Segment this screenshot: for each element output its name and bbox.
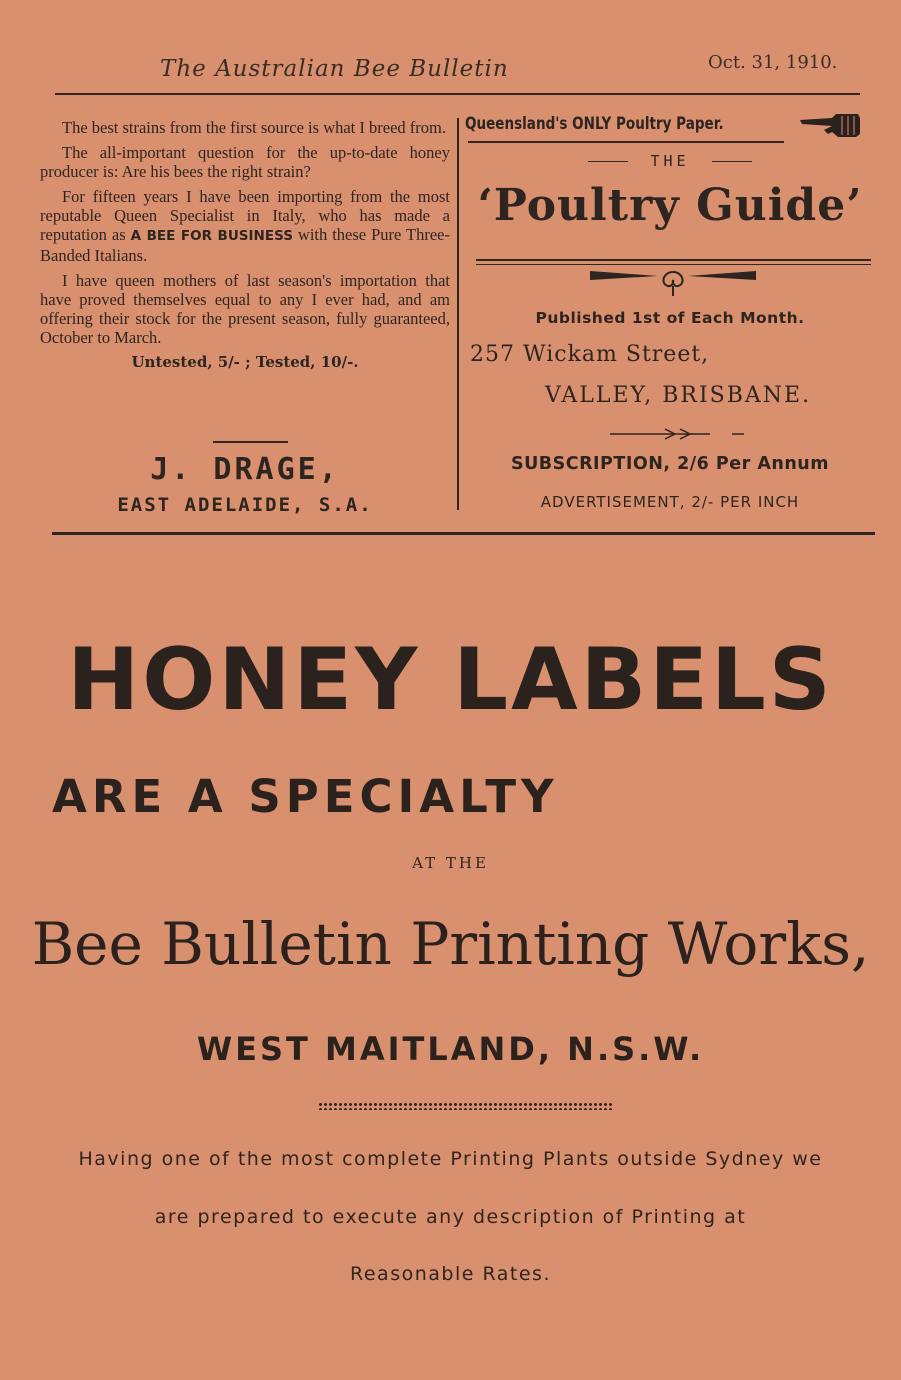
the-rule-right (712, 161, 752, 162)
header-rule (55, 93, 860, 95)
journal-title: The Australian Bee Bulletin (160, 56, 509, 82)
advertisement-rate: ADVERTISEMENT, 2/- PER INCH (540, 493, 800, 511)
body-line-3: Reasonable Rates. (350, 1263, 551, 1285)
ad-text: For fifteen years I have been importing from the most reputable Queen Specialist in Italy, who has made a reputation as (40, 187, 450, 244)
at-the-text: AT THE (412, 854, 489, 872)
body-line-2: are prepared to execute any description of Printing at (154, 1206, 747, 1228)
short-divider (213, 441, 288, 443)
street-address: 257 Wickam Street, (470, 342, 710, 367)
masthead-the: THE (650, 152, 690, 170)
column-divider (457, 118, 459, 510)
dotted-ornament-icon (318, 1102, 613, 1110)
publication-schedule: Published 1st of Each Month. (535, 309, 805, 327)
city-address: VALLEY, BRISBANE. (545, 383, 812, 408)
honey-labels-headline: HONEY LABELS (67, 630, 834, 730)
printing-works-location: WEST MAITLAND, N.S.W. (196, 1030, 705, 1068)
queen-prices: Untested, 5/- ; Tested, 10/-. (131, 353, 359, 371)
specialty-subhead: ARE A SPECIALTY (52, 770, 559, 823)
tagline-underline (468, 141, 784, 143)
subscription-rate: SUBSCRIPTION, 2/6 Per Annum (510, 454, 830, 474)
title-double-rule (476, 264, 871, 265)
poultry-guide-title: ‘Poultry Guide’ (477, 180, 863, 231)
ornament-icon (588, 268, 758, 302)
printing-works-name: Bee Bulletin Printing Works, (31, 910, 870, 978)
ad-paragraph: I have queen mothers of last season's importation that have proved themselves equal to any I ever had, and am offering their stock for the present season, fully guaranteed, October to March. (40, 271, 450, 347)
ad-text: with these Pure Three-Banded Italians. (40, 225, 451, 265)
issue-date: Oct. 31, 1910. (708, 52, 838, 73)
divider-ornament-icon (610, 426, 750, 445)
section-rule (52, 532, 875, 535)
body-line-1: Having one of the most complete Printing Plants outside Sydney we (78, 1148, 823, 1170)
ad-paragraph (40, 187, 450, 265)
poultry-tagline: Queensland's ONLY Poultry Paper. (465, 114, 724, 133)
drage-advertisement (40, 118, 450, 372)
ad-emphasis: A BEE FOR BUSINESS (130, 228, 293, 244)
title-double-rule (476, 259, 871, 261)
advertiser-name: J. DRAGE, (150, 452, 340, 487)
pointing-hand-icon (798, 110, 862, 144)
ad-paragraph: The best strains from the first source is what I breed from. (62, 118, 446, 137)
ad-paragraph: The all-important question for the up-to-date honey producer is: Are his bees the right strain? (40, 143, 450, 181)
advertiser-location: EAST ADELAIDE, S.A. (117, 494, 373, 516)
